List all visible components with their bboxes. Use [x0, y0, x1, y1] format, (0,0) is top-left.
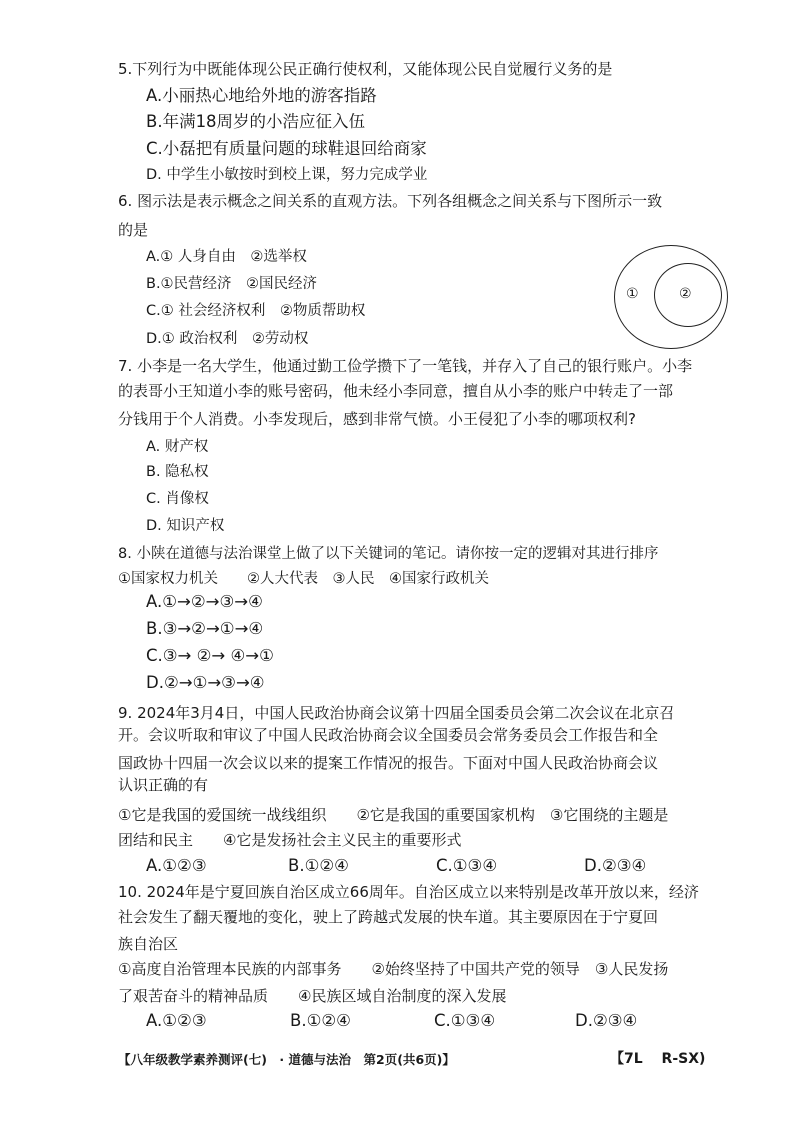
q9-items-line1: ①它是我国的爱国统一战线组织 ②它是我国的重要国家机构 ③它围绕的主题是 — [118, 806, 669, 824]
q6-option-b: B.①民营经济 ②国民经济 — [146, 276, 318, 292]
q5-option-d: D. 中学生小敏按时到校上课，努力完成学业 — [146, 167, 428, 183]
q10-option-d: D.②③④ — [575, 1011, 638, 1030]
q7-stem-line1: 7. 小李是一名大学生，他通过勤工俭学攒下了一笔钱，并存入了自己的银行账户。小李 — [118, 357, 693, 375]
q8-stem: 8. 小陕在道德与法治课堂上做了以下关键词的笔记。请你按一定的逻辑对其进行排序 — [118, 546, 659, 562]
page-footer-right: 【7L R-SX) — [610, 1051, 706, 1067]
q9-option-c: C.①③④ — [436, 856, 498, 875]
q8-option-b: B.③→②→①→④ — [146, 619, 264, 638]
q8-option-c: C.③→ ②→ ④→① — [146, 646, 274, 665]
q8-items: ①国家权力机关 ②人大代表 ③人民 ④国家行政机关 — [118, 571, 489, 587]
q8-option-d: D.②→①→③→④ — [146, 673, 265, 692]
q6-option-a: A.① 人身自由 ②选举权 — [146, 249, 307, 265]
page-footer-left: 【八年级教学素养测评(七) · 道德与法治 第2页(共6页)】 — [118, 1052, 455, 1067]
q7-stem-line2: 的表哥小王知道小李的账号密码，他未经小李同意，擅自从小李的账户中转走了一部 — [118, 382, 674, 400]
q10-stem-line2: 社会发生了翻天覆地的变化，驶上了跨越式发展的快车道。其主要原因在于宁夏回 — [118, 908, 659, 926]
q6-stem-line2: 的是 — [118, 221, 149, 239]
q9-stem-line4: 认识正确的有 — [118, 776, 209, 794]
q9-option-d: D.②③④ — [584, 856, 647, 875]
q7-option-d: D. 知识产权 — [146, 518, 225, 534]
inner-concept-label: ② — [679, 286, 692, 302]
q5-option-b: B.年满18周岁的小浩应征入伍 — [146, 112, 366, 131]
q7-option-c: C. 肖像权 — [146, 491, 209, 507]
q7-option-b: B. 隐私权 — [146, 464, 209, 480]
q9-stem-line2: 开。会议听取和审议了中国人民政治协商会议全国委员会常务委员会工作报告和全 — [118, 726, 659, 744]
q9-stem-line3: 国政协十四届一次会议以来的提案工作情况的报告。下面对中国人民政治协商会议 — [118, 754, 659, 772]
q9-items-line2: 团结和民主 ④它是发扬社会主义民主的重要形式 — [118, 831, 462, 849]
q6-option-c: C.① 社会经济权利 ②物质帮助权 — [146, 303, 366, 319]
q5-stem: 5.下列行为中既能体现公民正确行使权利，又能体现公民自觉履行义务的是 — [118, 60, 613, 78]
q10-option-b: B.①②④ — [290, 1011, 351, 1030]
q10-items-line2: 了艰苦奋斗的精神品质 ④民族区域自治制度的深入发展 — [118, 987, 507, 1005]
q10-stem-line1: 10. 2024年是宁夏回族自治区成立66周年。自治区成立以来特别是改革开放以来，经济 — [118, 883, 699, 901]
q6-option-d: D.① 政治权利 ②劳动权 — [146, 331, 309, 347]
q10-option-c: C.①③④ — [434, 1011, 496, 1030]
q10-stem-line3: 族自治区 — [118, 935, 179, 953]
outer-concept-label: ① — [626, 286, 639, 302]
q5-option-c: C.小磊把有质量问题的球鞋退回给商家 — [146, 139, 427, 158]
q10-items-line1: ①高度自治管理本民族的内部事务 ②始终坚持了中国共产党的领导 ③人民发扬 — [118, 960, 669, 978]
q10-option-a: A.①②③ — [146, 1011, 207, 1030]
q6-stem-line1: 6. 图示法是表示概念之间关系的直观方法。下列各组概念之间关系与下图所示一致 — [118, 192, 663, 210]
q7-option-a: A. 财产权 — [146, 439, 209, 455]
q5-option-a: A.小丽热心地给外地的游客指路 — [146, 86, 377, 105]
q7-stem-line3: 分钱用于个人消费。小李发现后，感到非常气愤。小王侵犯了小李的哪项权利? — [118, 410, 636, 428]
q9-option-a: A.①②③ — [146, 856, 207, 875]
q9-option-b: B.①②④ — [288, 856, 349, 875]
q8-option-a: A.①→②→③→④ — [146, 592, 263, 611]
q9-stem-line1: 9. 2024年3月4日，中国人民政治协商会议第十四届全国委员会第二次会议在北京召 — [118, 704, 675, 722]
